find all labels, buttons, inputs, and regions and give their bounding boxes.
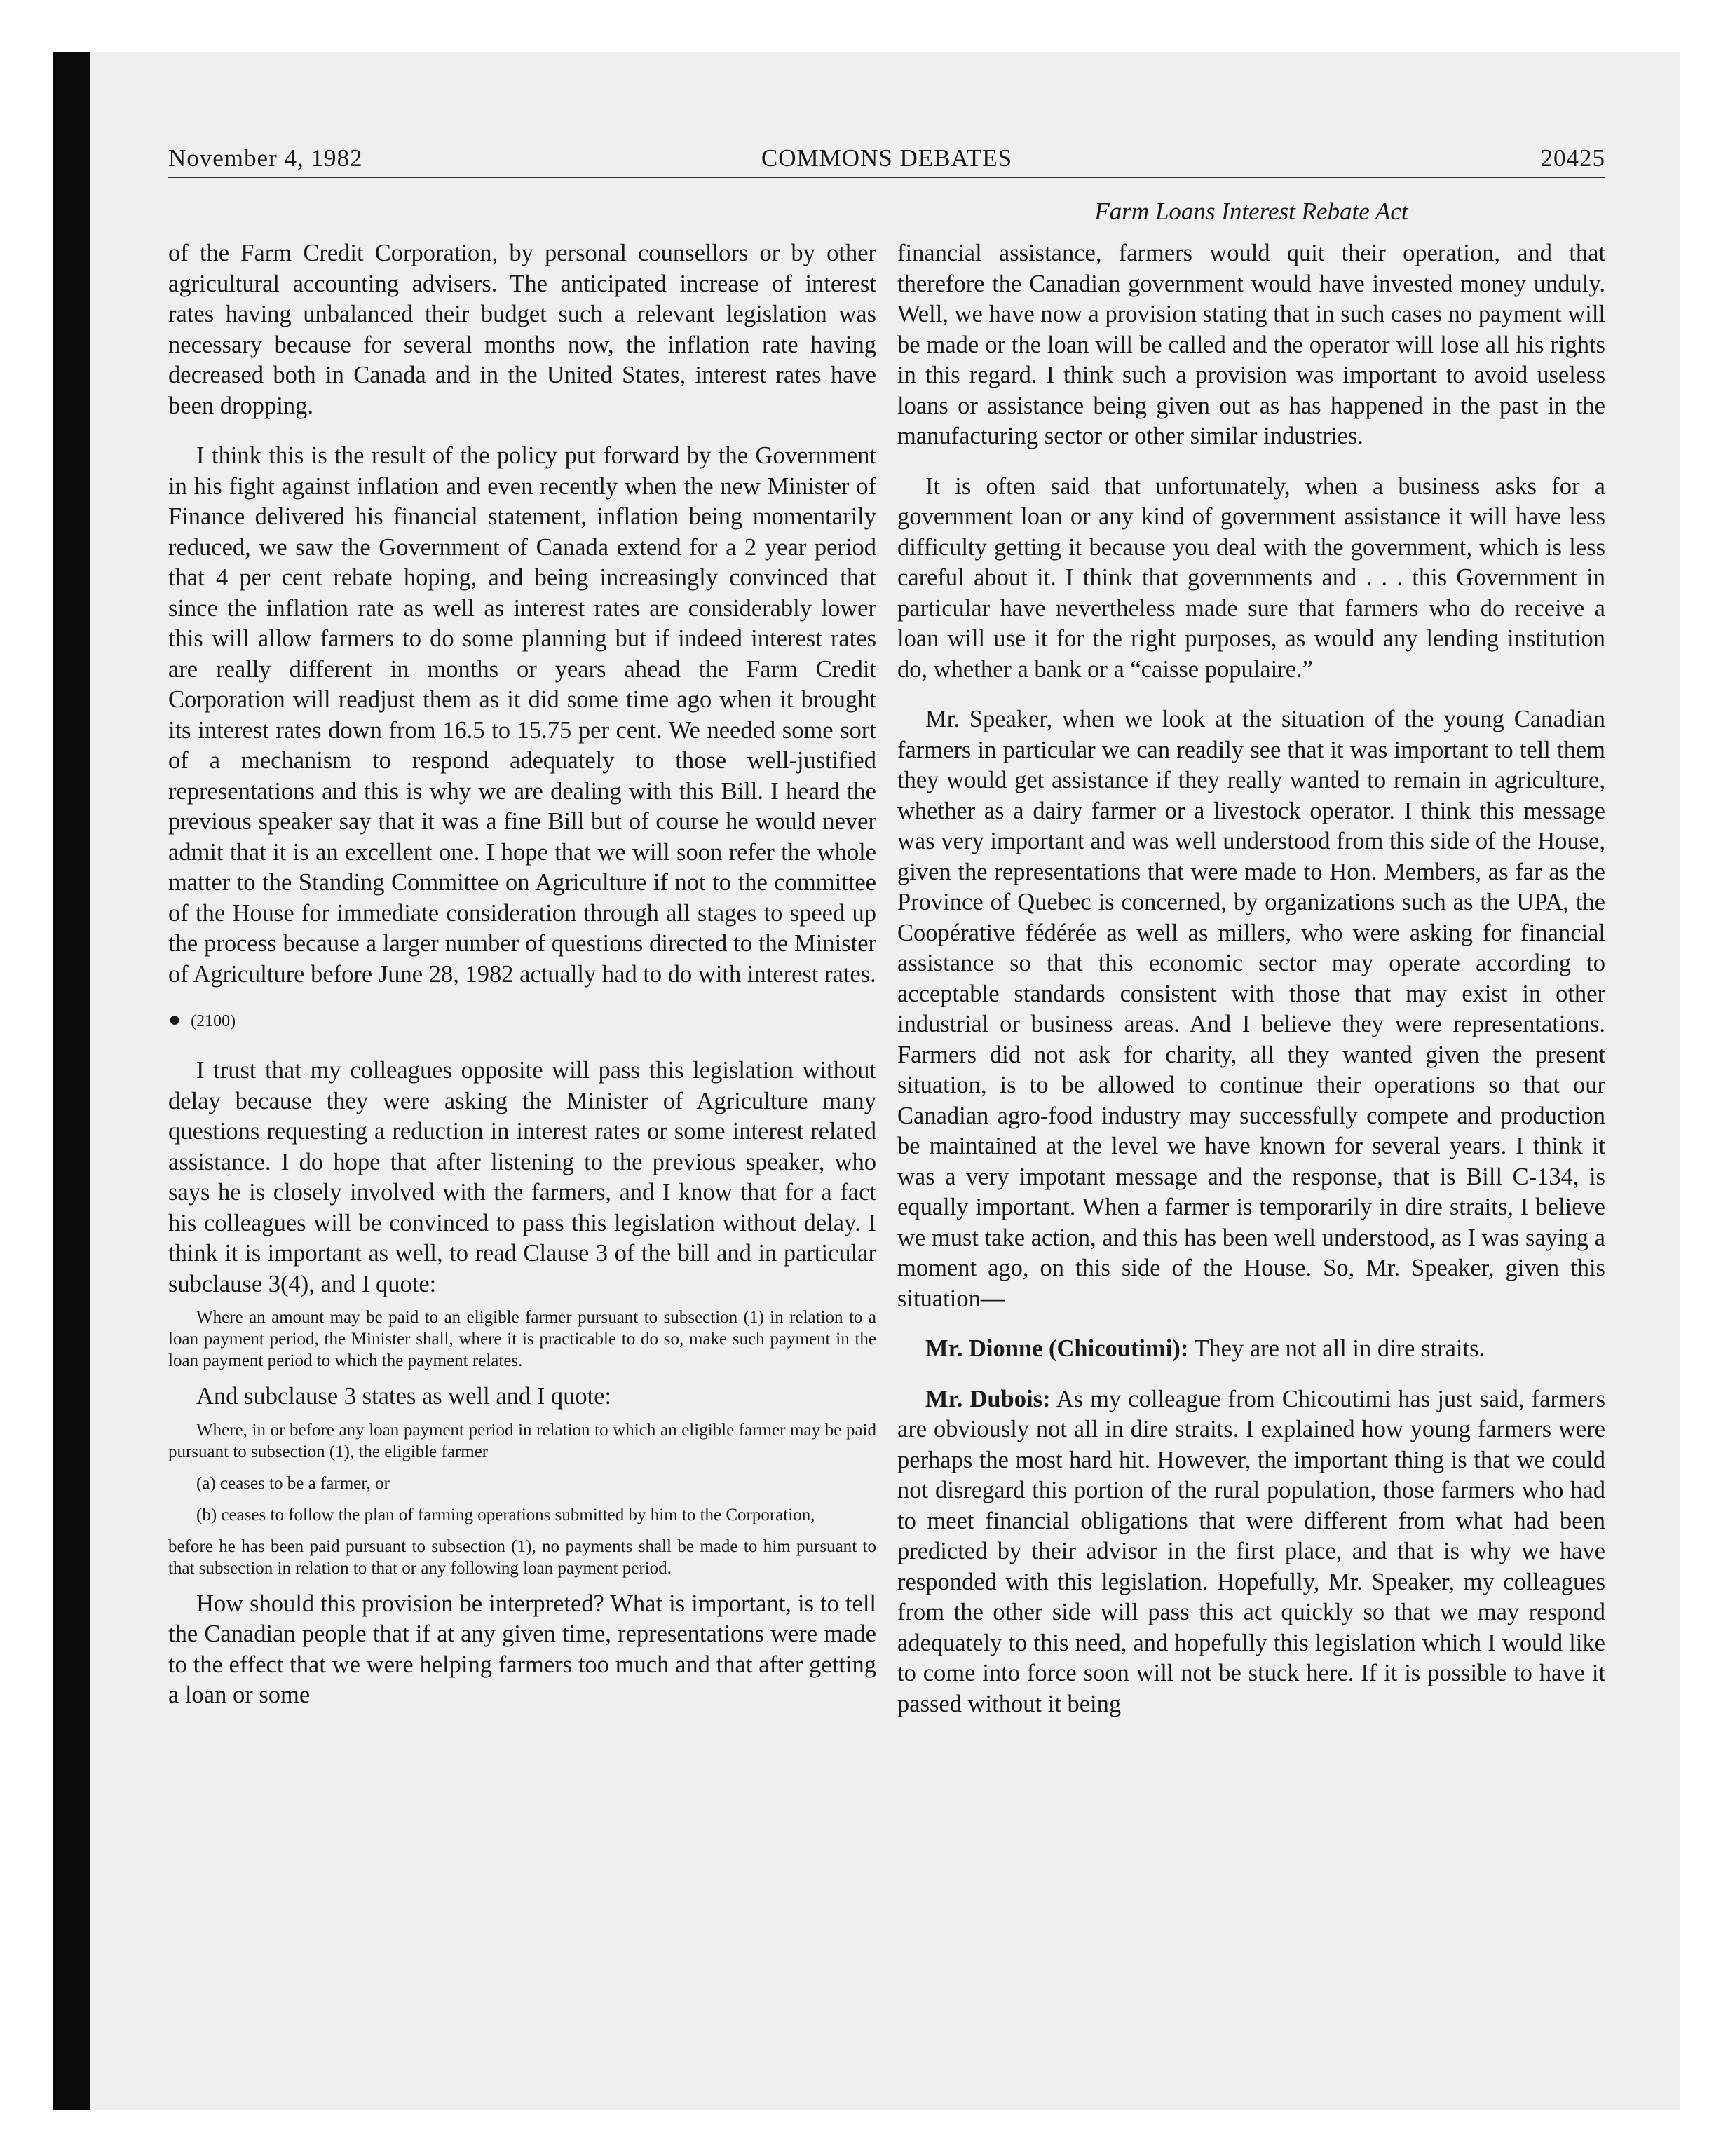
paragraph: of the Farm Credit Corporation, by personal counsellors or by other agricultural accounting advisers. The anticipated increase of interest rates having unbalanced their budget such a relevant legislation was necessary because for several months now, the inflation rate having decreased both in Canada and in the United States, interest rates have been dropping. — [168, 240, 876, 419]
speech-text: They are not all in dire straits. — [1188, 1335, 1485, 1362]
running-head — [168, 140, 1605, 178]
binding-edge — [53, 52, 90, 2110]
block-quote-item: (b) ceases to follow the plan of farming operations submitted by him to the Corporation, — [196, 1505, 815, 1524]
paragraph: Mr. Speaker, when we look at the situation of the young Canadian farmers in particular we can readily see that it was important to tell them they would get assistance if they really wanted to remain in agriculture, whether as a dairy farmer or a livestock operator. I think this message was very important and was well understood from this side of the House, given the representations that were made to Hon. Members, as far as the Province of Quebec is concerned, by organizations such as the UPA, the Coopérative fédérée as well as millers, who were asking for financial assistance so that this economic sector may operate according to acceptable standards consistent with those that may exist in other industrial or business areas. And I believe they were representations. Farmers did not ask for charity, all they wanted given the present situation, is to be allowed to continue their operations so that our Canadian agro-food industry may successfully compete and production be maintained at the level we have known for several years. I think it was a very impotant message and the response, that is Bill C-134, is equally important. When a farmer is temporarily in dire straits, I believe we must take action, and this has been well understood, as I was saying a moment ago, on this side of the House. So, Mr. Speaker, given this situation— — [897, 706, 1605, 1312]
speech-dubois — [897, 1384, 1605, 1720]
header-page-number: 20425 — [1540, 144, 1605, 172]
section-title: Farm Loans Interest Rebate Act — [1094, 198, 1408, 225]
left-column — [168, 238, 876, 1731]
time-marker-text: (2100) — [191, 1012, 236, 1030]
paragraph: And subclause 3 states as well and I quote: — [196, 1383, 612, 1410]
header-publication: COMMONS DEBATES — [761, 144, 1013, 172]
header-date: November 4, 1982 — [168, 144, 363, 172]
block-quote: Where an amount may be paid to an eligible farmer pursuant to subsection (1) in relation to a loan payment period, the Minister shall, where it is practicable to do so, make such payment in the loan payment period to which the payment relates. — [168, 1308, 876, 1370]
speaker-name: Mr. Dionne (Chicoutimi): — [925, 1335, 1189, 1362]
paragraph: It is often said that unfortunately, when a business asks for a government loan or any kind of government assistance it will have less difficulty getting it because you deal with the government, which is less careful about it. I think that governments and . . . this Government in particular have nevertheless made sure that farmers who do receive a loan will use it for the right purposes, as would any lending institution do, whether a bank or a “caisse populaire.” — [897, 472, 1605, 683]
document-page — [168, 140, 1605, 2089]
speech-dionne — [897, 1334, 1605, 1365]
block-quote: Where, in or before any loan payment period in relation to which an eligible farmer may be paid pursuant to subsection (1), the eligible farmer — [168, 1420, 876, 1461]
paragraph: I trust that my colleagues opposite will pass this legislation without delay because they were asking the Minister of Agriculture many questions requesting a reduction in interest rates or some interest related assistance. I do hope that after listening to the previous speaker, who says he is closely involved with the farmers, and I know that for a fact his colleagues will be convinced to pass this legislation without delay. I think it is important as well, to read Clause 3 of the bill and in particular subclause 3(4), and I quote: — [168, 1057, 876, 1297]
right-column — [897, 238, 1605, 1739]
speech-text: As my colleague from Chicoutimi has just said, farmers are obviously not all in dire straits. I explained how young farmers were perhaps the most hard hit. However, the important thing is that we could not disregard this portion of the rural population, those farmers who had to meet financial obligations that were different from what had been predicted by their advisor in the first place, and that is why we have responded with this legislation. Hopefully, Mr. Speaker, my colleagues from the other side will pass this act quickly so that we may respond adequately to this need, and hopefully this legislation which I would like to come into force soon will not be stuck here. If it is possible to have it passed without it being — [897, 1385, 1605, 1717]
bullet-icon: ● — [168, 1008, 182, 1031]
paragraph: financial assistance, farmers would quit their operation, and that therefore the Canadian government would have invested money unduly. Well, we have now a provision stating that in such cases no payment will be made or the loan will be called and the operator will lose all his rights in this regard. I think such a provision was important to avoid useless loans or assistance being given out as has happened in the past in the manufacturing sector or other similar industries. — [897, 240, 1605, 449]
time-marker — [168, 1009, 876, 1032]
speaker-name: Mr. Dubois: — [925, 1385, 1051, 1412]
paragraph: How should this provision be interpreted? What is important, is to tell the Canadian people that if at any given time, representations were made to the effect that we were helping farmers too much and that after getting a loan or some — [168, 1590, 876, 1708]
paragraph: I think this is the result of the policy put forward by the Government in his fight against inflation and even recently when the new Minister of Finance delivered his financial statement, inflation being momentarily reduced, we saw the Government of Canada extend for a 2 year period that 4 per cent rebate hoping, and being increasingly convinced that since the inflation rate as well as interest rates are considerably lower this will allow farmers to do some planning but if indeed interest rates are really different in months or years ahead the Farm Credit Corporation will readjust them as it did some time ago when it brought its interest rates down from 16.5 to 15.75 per cent. We needed some sort of a mechanism to respond adequately to those well-justified representations and this is why we are dealing with this Bill. I heard the previous speaker say that it was a fine Bill but of course he would never admit that it is an excellent one. I hope that we will soon refer the whole matter to the Standing Committee on Agriculture if not to the committee of the House for immediate consideration through all stages to speed up the process because a larger number of questions directed to the Minister of Agriculture before June 28, 1982 actually had to do with interest rates. — [168, 442, 876, 988]
block-quote-item: (a) ceases to be a farmer, or — [196, 1473, 390, 1493]
block-quote: before he has been paid pursuant to subsection (1), no payments shall be made to him pursuant to that subsection in relation to that or any following loan payment period. — [168, 1536, 876, 1578]
